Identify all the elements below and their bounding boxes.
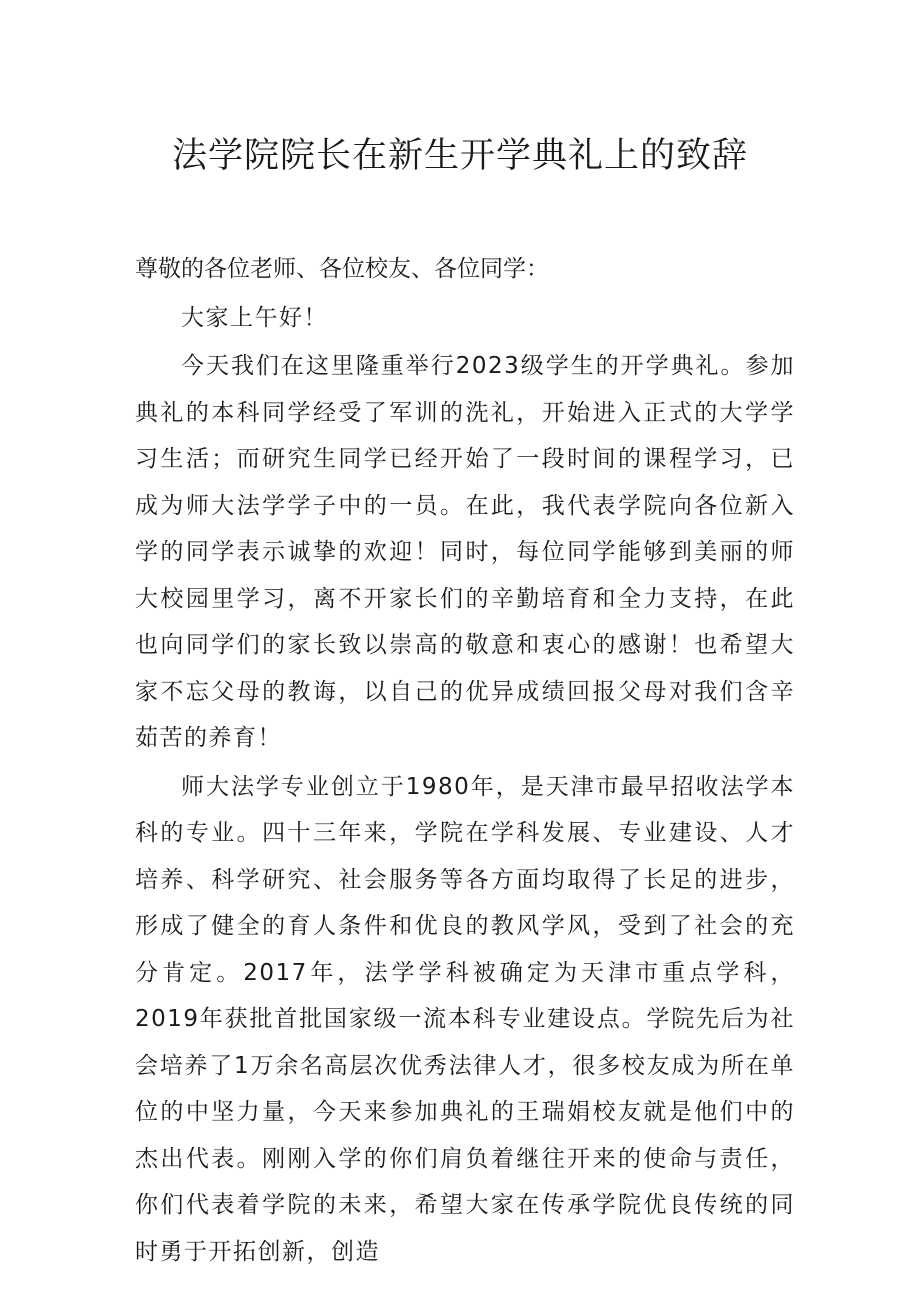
paragraph-welcome: 今天我们在这里隆重举行2023级学生的开学典礼。参加典礼的本科同学经受了军训的洗礼，开始进入正式的大学学习生活；而研究生同学已经开始了一段时间的课程学习，已成为师大法学学子中的一员。在此，我代表学院向各位新入学的同学表示诚挚的欢迎！同时，每位同学能够到美丽的师大校园里学习，离不开家长们的辛勤培育和全力支持，在此也向同学们的家长致以崇高的敬意和衷心的感谢！也希望大家不忘父母的教诲，以自己的优异成绩回报父母对我们含辛茹苦的养育！ <box>135 353 795 751</box>
document-body <box>135 246 795 1277</box>
greeting: 大家上午好！ <box>181 304 328 331</box>
document-title: 法学院院长在新生开学典礼上的致辞 <box>171 136 748 176</box>
paragraph-history: 师大法学专业创立于1980年，是天津市最早招收法学本科的专业。四十三年来，学院在学科发展、专业建设、人才培养、科学研究、社会服务等各方面均取得了长足的进步，形成了健全的育人条件和优良的教风学风，受到了社会的充分肯定。2017年，法学学科被确定为天津市重点学科，2019年获批首批国家级一流本科专业建设点。学院先后为社会培养了1万余名高层次优秀法律人才，很多校友成为所在单位的中坚力量，今天来参加典礼的王瑞娟校友就是他们中的杰出代表。刚刚入学的你们肩负着继往开来的使命与责任，你们代表着学院的未来，希望大家在传承学院优良传统的同时勇于开拓创新，创造 <box>135 773 795 1265</box>
salutation: 尊敬的各位老师、各位校友、各位同学： <box>135 256 549 282</box>
